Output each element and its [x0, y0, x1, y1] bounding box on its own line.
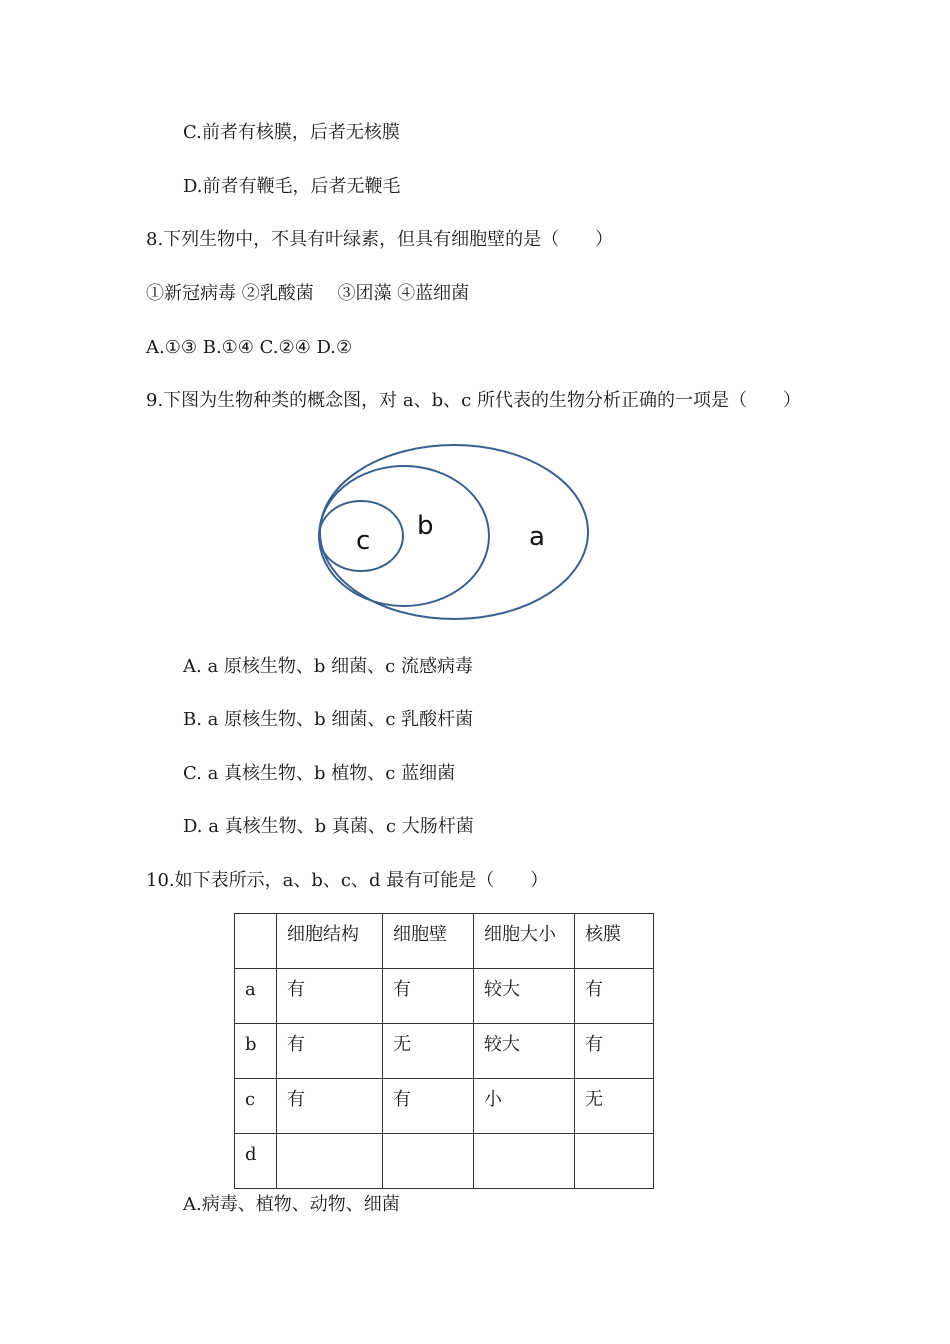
- q9-option-a: A. a 原核生物、b 细菌、c 流感病毒: [183, 656, 473, 677]
- table-cell: 有: [575, 969, 654, 1024]
- table-cell: 有: [277, 1024, 383, 1079]
- table-cell: a: [235, 969, 277, 1024]
- table-header-cell: [235, 914, 277, 969]
- table-row: [235, 1079, 654, 1134]
- table-cell: 有: [383, 969, 474, 1024]
- q9-option-d: D. a 真核生物、b 真菌、c 大肠杆菌: [183, 816, 474, 837]
- table-cell: 无: [383, 1024, 474, 1079]
- q9-option-c: C. a 真核生物、b 植物、c 蓝细菌: [183, 763, 456, 784]
- q8-items: ①新冠病毒 ②乳酸菌 ③团藻 ④蓝细菌: [146, 283, 470, 304]
- table-cell: 较大: [474, 1024, 575, 1079]
- table-header-cell: 细胞壁: [383, 914, 474, 969]
- table-cell: c: [235, 1079, 277, 1134]
- table-cell: d: [235, 1134, 277, 1189]
- table-cell: [474, 1134, 575, 1189]
- label-c: c: [356, 526, 371, 556]
- table-cell: 无: [575, 1079, 654, 1134]
- q9-stem: 9.下图为生物种类的概念图，对 a、b、c 所代表的生物分析正确的一项是（ ）: [146, 390, 801, 411]
- table-row: [235, 969, 654, 1024]
- table-cell: 较大: [474, 969, 575, 1024]
- concept-diagram: [300, 438, 600, 624]
- table-cell: 有: [383, 1079, 474, 1134]
- table-cell: [277, 1134, 383, 1189]
- table-header-row: [235, 914, 654, 969]
- q7-option-c: C.前者有核膜，后者无核膜: [183, 122, 400, 143]
- table-cell: [383, 1134, 474, 1189]
- table-cell: b: [235, 1024, 277, 1079]
- table-cell: [575, 1134, 654, 1189]
- table-row: [235, 1024, 654, 1079]
- q7-option-d: D.前者有鞭毛，后者无鞭毛: [183, 176, 401, 197]
- table-header-cell: 细胞结构: [277, 914, 383, 969]
- table-cell: 小: [474, 1079, 575, 1134]
- label-a: a: [529, 522, 545, 552]
- table-header-cell: 细胞大小: [474, 914, 575, 969]
- table-header-cell: 核膜: [575, 914, 654, 969]
- comparison-table: [234, 913, 654, 1189]
- table-row: [235, 1134, 654, 1189]
- table-cell: 有: [277, 1079, 383, 1134]
- q8-stem: 8.下列生物中，不具有叶绿素，但具有细胞壁的是（ ）: [146, 229, 614, 250]
- table-cell: 有: [575, 1024, 654, 1079]
- table-cell: 有: [277, 969, 383, 1024]
- q8-options: A.①③ B.①④ C.②④ D.②: [146, 337, 353, 358]
- q10-stem: 10.如下表所示，a、b、c、d 最有可能是（ ）: [146, 870, 549, 891]
- q10-option-a: A.病毒、植物、动物、细菌: [183, 1194, 400, 1215]
- label-b: b: [417, 511, 434, 541]
- q9-option-b: B. a 原核生物、b 细菌、c 乳酸杆菌: [183, 709, 474, 730]
